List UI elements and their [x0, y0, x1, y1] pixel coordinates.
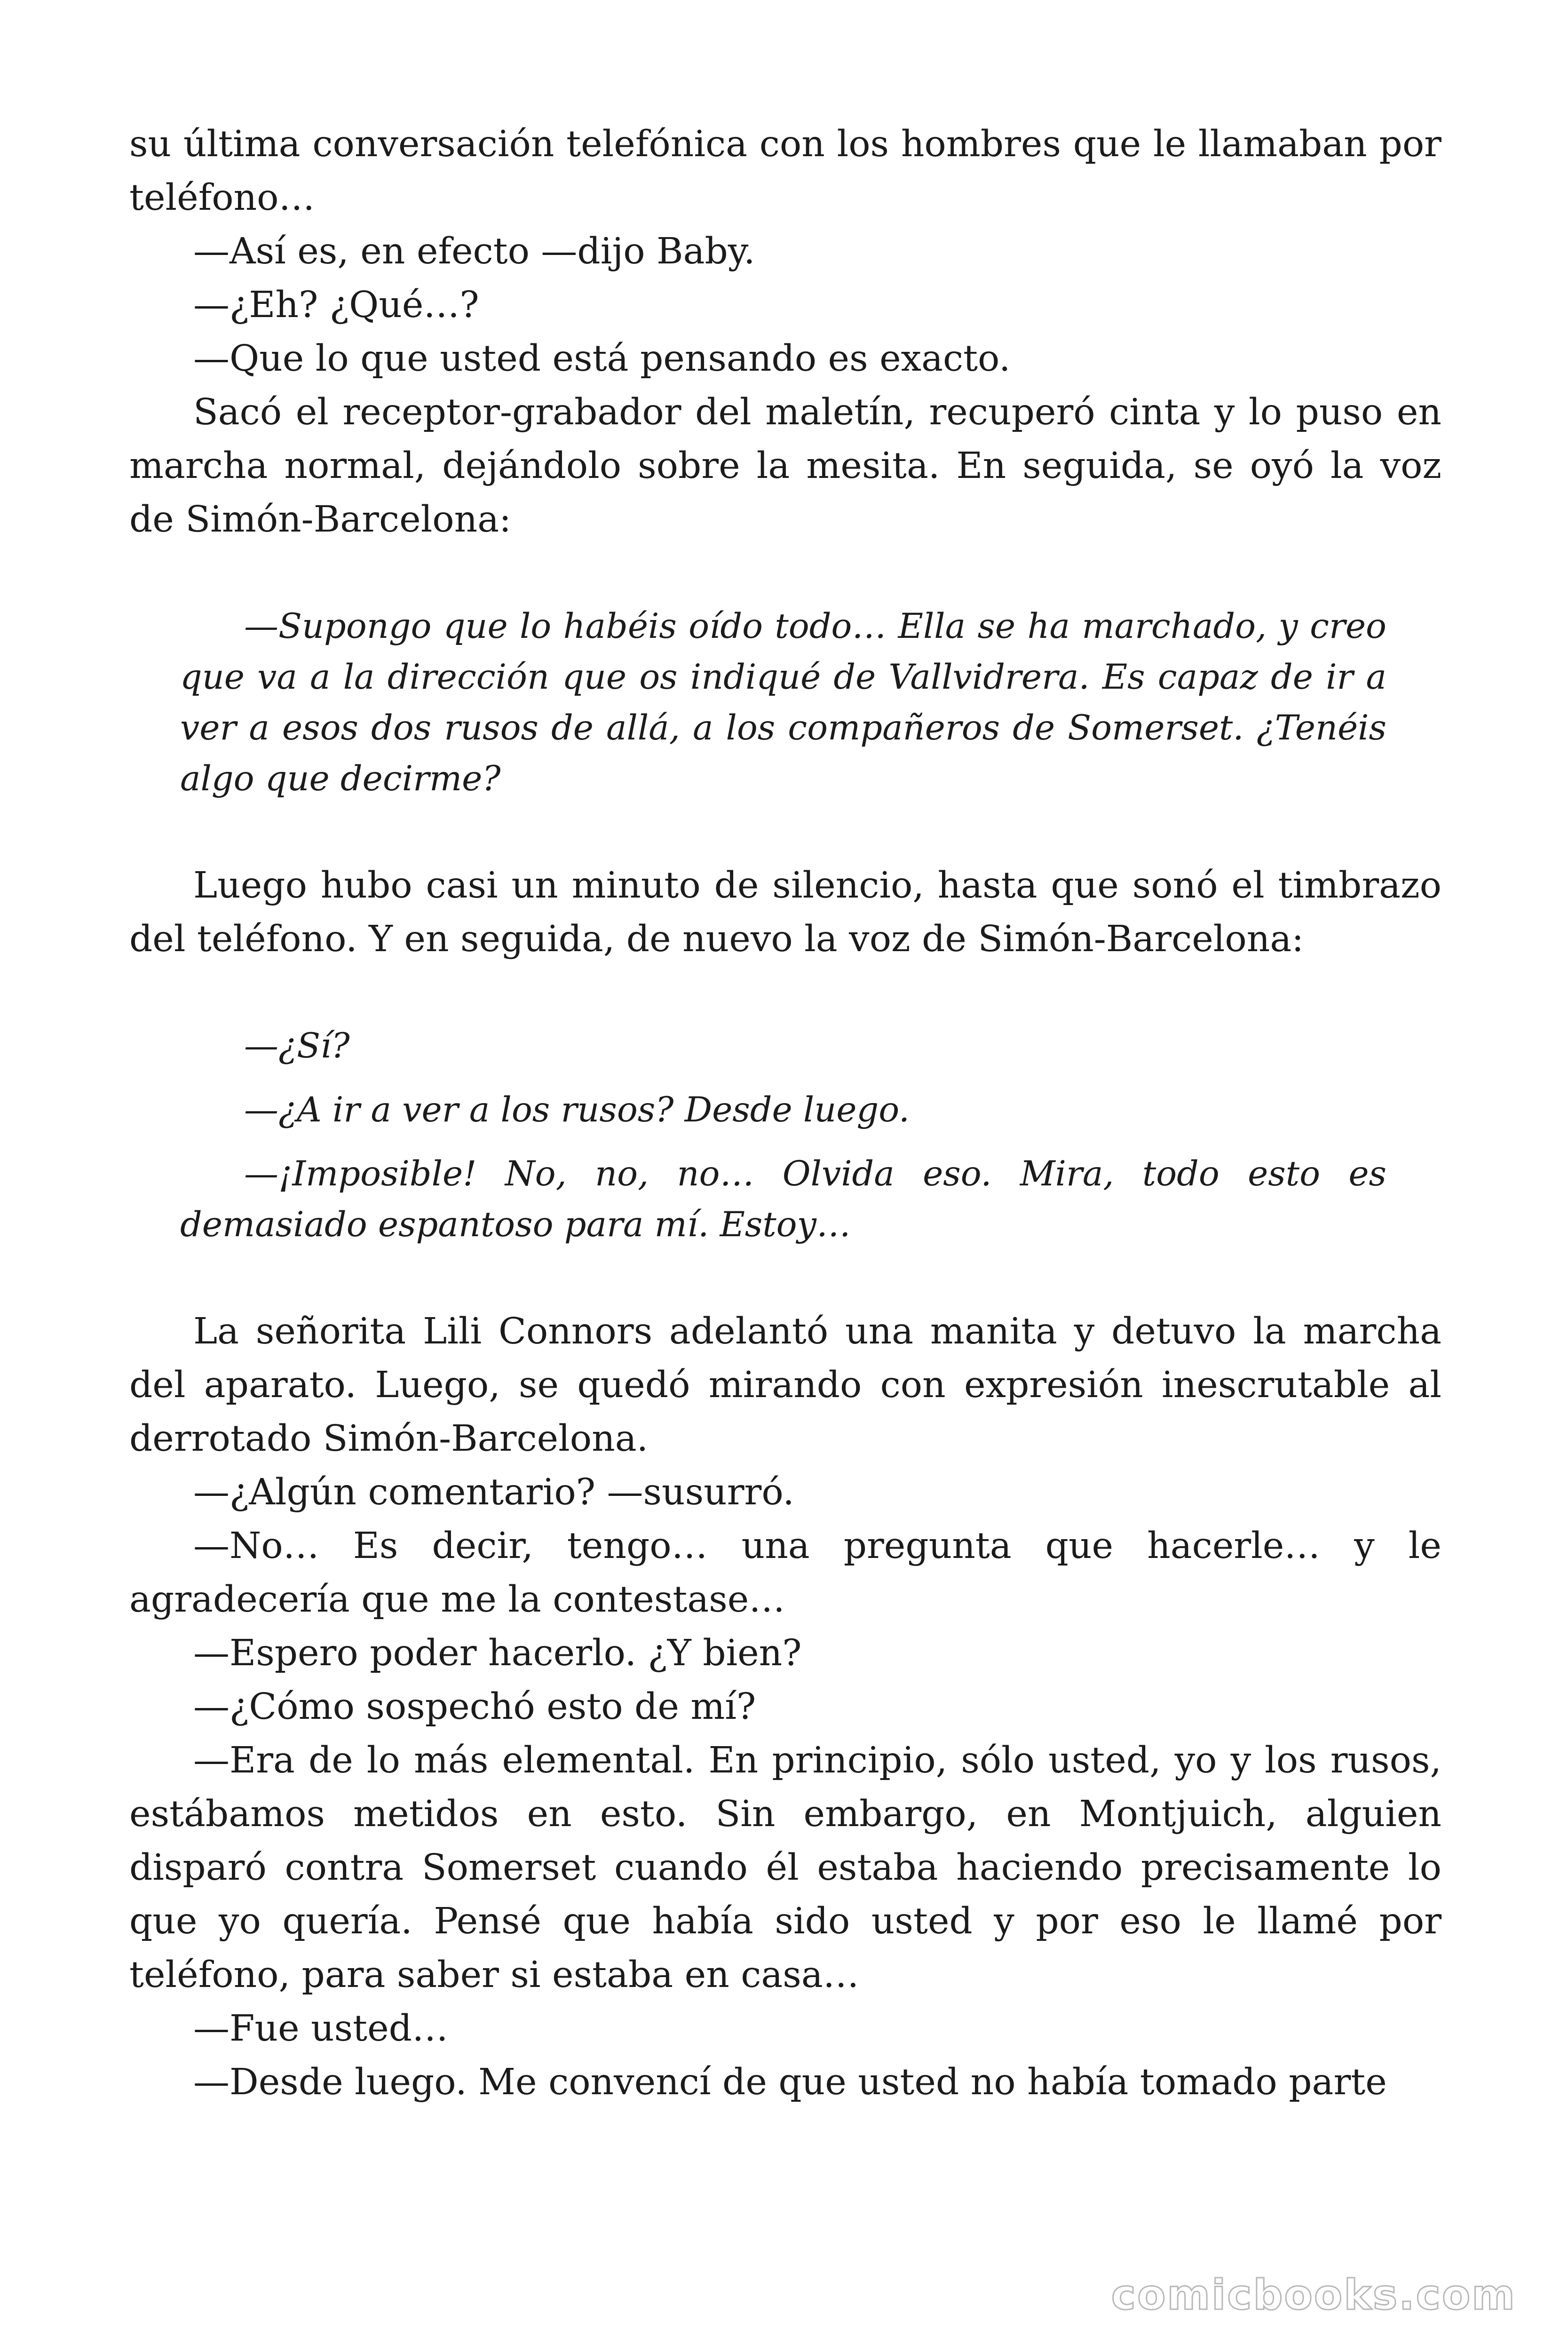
paragraph: —Así es, en efecto —dijo Baby. [193, 230, 755, 272]
paragraph: —¿Eh? ¿Qué…? [193, 284, 479, 326]
paragraph: La señorita Lili Connors adelantó una manita y detuvo la marcha del aparato. Luego, se quedó mirando con expresión inescrutable al derrotado Simón-Barcelona. [129, 1311, 1441, 1460]
page-text [129, 118, 1441, 2109]
paragraph: —Espero poder hacerlo. ¿Y bien? [193, 1632, 802, 1674]
paragraph: —¿Algún comentario? —susurró. [193, 1471, 794, 1513]
paragraph: Luego hubo casi un minuto de silencio, hasta que sonó el timbrazo del teléfono. Y en seguida, de nuevo la voz de Simón-Barcelona: [129, 865, 1441, 960]
quoted-recording: —¡Imposible! No, no, no… Olvida eso. Mira, todo esto es demasiado espantoso para mí. Estoy… [180, 1154, 1386, 1245]
section-gap [129, 966, 1441, 1021]
paragraph: —Era de lo más elemental. En principio, sólo usted, yo y los rusos, estábamos metidos en esto. Sin embargo, en Montjuich, alguien disparó contra Somerset cuando él estaba haciendo precisamente lo que yo quería. Pensé que había sido usted y por eso le llamé por teléfono, para saber si estaba en casa… [129, 1740, 1441, 1996]
watermark: comicbooks.com [1111, 2271, 1516, 2319]
paragraph: —Que lo que usted está pensando es exacto. [193, 338, 1011, 380]
paragraph: su última conversación telefónica con los hombres que le llamaban por teléfono… [129, 123, 1441, 219]
quoted-recording: —¿A ir a ver a los rusos? Desde luego. [244, 1090, 910, 1130]
quoted-recording: —¿Sí? [244, 1026, 350, 1066]
section-gap [129, 1250, 1441, 1305]
paragraph: —Desde luego. Me convencí de que usted no había tomado parte [193, 2061, 1387, 2103]
section-gap [129, 547, 1441, 601]
section-gap [129, 804, 1441, 859]
paragraph: —No… Es decir, tengo… una pregunta que hacerle… y le agradecería que me la contestase… [129, 1525, 1441, 1621]
paragraph: —¿Cómo sospechó esto de mí? [193, 1686, 756, 1728]
paragraph: —Fue usted… [193, 2008, 448, 2050]
paragraph: Sacó el receptor-grabador del maletín, recuperó cinta y lo puso en marcha normal, dejándolo sobre la mesita. En seguida, se oyó la voz de Simón-Barcelona: [129, 391, 1441, 540]
quoted-recording: —Supongo que lo habéis oído todo… Ella se ha marchado, y creo que va a la dirección que os indiqué de Vallvidrera. Es capaz de ir a ver a esos dos rusos de allá, a los compañeros de Somerset. ¿Tenéis algo que decirme? [180, 606, 1386, 799]
